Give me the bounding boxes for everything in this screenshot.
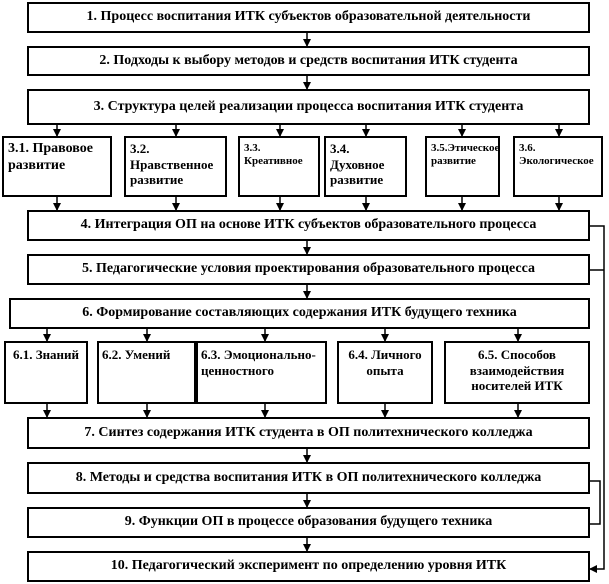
component-6-2-box: [97, 341, 196, 404]
component-6-4-text: 6.4. Личного опыта: [348, 347, 422, 378]
component-6-4-box: [337, 341, 433, 404]
step-10-box: [27, 551, 590, 582]
step-4-box: [27, 210, 590, 241]
goal-3-3-text: 3.3. Креативное: [244, 142, 303, 168]
goal-3-1-text: 3.1. Правовое развитие: [8, 141, 93, 173]
step-5-text: 5. Педагогические условия проектирования образовательного процесса: [81, 261, 536, 277]
step-9-box: [27, 507, 590, 538]
step-6-text: 6. Формирование составляющих содержания ИТК будущего техника: [82, 305, 517, 321]
step-7-text: 7. Синтез содержания ИТК студента в ОП политехнического колледжа: [84, 424, 533, 440]
goal-3-5-box: [425, 136, 500, 197]
step-5-box: [27, 254, 590, 285]
goal-3-5-text: 3.5.Этическое развитие: [431, 142, 500, 168]
goal-3-2-text: 3.2. Нравственное развитие: [130, 141, 214, 188]
step-6-box: [9, 298, 590, 329]
step-2-box: [27, 46, 590, 76]
component-6-1-text: 6.1. Знаний: [12, 347, 80, 362]
step-10-text: 10. Педагогический эксперимент по определению уровня ИТК: [110, 558, 507, 574]
goal-3-6-box: [513, 136, 603, 197]
goal-3-1-box: [2, 136, 112, 197]
step-2-text: 2. Подходы к выбору методов и средств воспитания ИТК студента: [99, 52, 518, 68]
goal-3-4-box: [324, 136, 407, 197]
feedback-loop-8-9: [590, 481, 600, 524]
component-6-2-text: 6.2. Умений: [102, 347, 171, 362]
component-6-1-box: [4, 341, 88, 404]
step-8-box: [27, 462, 590, 494]
step-4-text: 4. Интеграция ОП на основе ИТК субъектов образовательного процесса: [80, 217, 537, 233]
step-1-box: [27, 2, 590, 33]
goal-3-2-box: [124, 136, 227, 197]
goal-3-4-text: 3.4. Духовное развитие: [330, 141, 385, 188]
step-7-box: [27, 417, 590, 449]
goal-3-3-box: [238, 136, 320, 197]
step-8-text: 8. Методы и средства воспитания ИТК в ОП политехнического колледжа: [75, 469, 542, 485]
step-9-text: 9. Функции ОП в процессе образования будущего техника: [124, 514, 493, 530]
component-6-5-box: [444, 341, 590, 404]
step-1-text: 1. Процесс воспитания ИТК субъектов образовательной деятельности: [86, 9, 531, 25]
component-6-3-box: [196, 341, 327, 404]
step-3-text: 3. Структура целей реализации процесса воспитания ИТК студента: [93, 98, 524, 114]
component-6-5-text: 6.5. Способов взаимодействия носителей ИТК: [469, 347, 565, 394]
step-3-box: [27, 89, 590, 125]
feedback-loop-outer: [590, 226, 604, 569]
goal-3-6-text: 3.6. Экологическое: [519, 142, 594, 168]
component-6-3-text: 6.3. Эмоционально-ценностного: [201, 347, 316, 378]
